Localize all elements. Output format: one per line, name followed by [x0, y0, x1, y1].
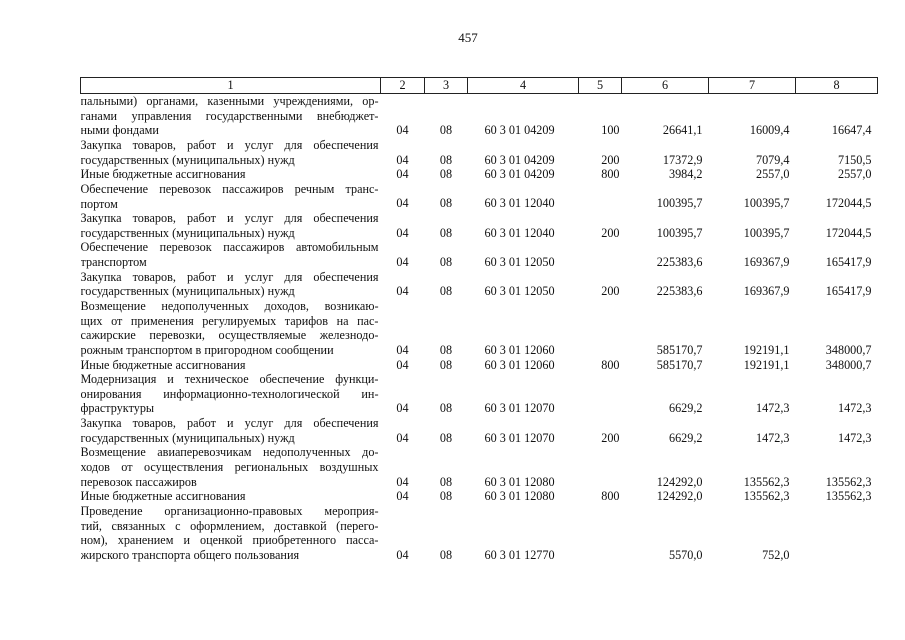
subsection-code: 08 — [439, 342, 453, 357]
row-description — [81, 299, 381, 358]
description-line: перевозок пассажиров — [80, 474, 197, 489]
description-line: фраструктуры — [80, 401, 155, 416]
amount-col-8: 165417,9 — [825, 284, 872, 299]
row-description — [81, 445, 381, 489]
header-col-8: 8 — [796, 78, 878, 94]
description-line: ными фондами — [80, 123, 159, 138]
amount-col-6: 124292,0 — [656, 474, 703, 489]
expense-type-code: 800 — [601, 489, 620, 504]
subsection-code: 08 — [439, 196, 453, 211]
expense-type-code — [579, 372, 622, 416]
amount-col-7: 1472,3 — [755, 401, 790, 416]
table-row — [81, 504, 878, 563]
subsection-code: 08 — [439, 430, 453, 445]
amount-col-8: 16647,4 — [831, 123, 872, 138]
description-line: Возмещение недополученных доходов, возникаю- — [80, 298, 379, 313]
amount-col-8: 348000,7 — [825, 357, 872, 372]
target-article-code: 60 3 01 12050 — [484, 284, 555, 299]
description-line: транспортом — [80, 255, 147, 270]
amount-col-6: 225383,6 — [656, 255, 703, 270]
table-row — [81, 167, 878, 182]
expense-type-code — [579, 445, 622, 489]
target-article-code: 60 3 01 12080 — [484, 474, 555, 489]
description-line: Закупка товаров, работ и услуг для обеспечения — [80, 137, 379, 152]
row-description — [81, 211, 381, 240]
target-article-code: 60 3 01 12060 — [484, 342, 555, 357]
amount-col-7: 100395,7 — [743, 225, 790, 240]
description-line: Иные бюджетные ассигнования — [80, 357, 246, 372]
expense-type-code — [579, 504, 622, 563]
amount-col-8: 1472,3 — [837, 430, 872, 445]
amount-col-8: 7150,5 — [837, 152, 872, 167]
amount-col-6: 6629,2 — [668, 401, 703, 416]
target-article-code: 60 3 01 04209 — [484, 123, 555, 138]
amount-col-8: 2557,0 — [837, 167, 872, 182]
subsection-code: 08 — [439, 474, 453, 489]
header-col-7: 7 — [709, 78, 796, 94]
description-line: Иные бюджетные ассигнования — [80, 167, 246, 182]
table-row — [81, 270, 878, 299]
section-code: 04 — [396, 225, 409, 240]
description-line: тий, связанных с оформлением, доставкой (перего- — [80, 518, 379, 533]
target-article-code: 60 3 01 12070 — [484, 401, 555, 416]
description-line: портом — [80, 196, 118, 211]
subsection-code: 08 — [439, 357, 453, 372]
header-col-3: 3 — [425, 78, 468, 94]
description-line: Модернизация и техническое обеспечение функци- — [80, 372, 379, 387]
target-article-code: 60 3 01 12060 — [484, 357, 555, 372]
target-article-code: 60 3 01 12040 — [484, 196, 555, 211]
subsection-code: 08 — [439, 255, 453, 270]
description-line: государственных (муниципальных) нужд — [80, 284, 295, 299]
subsection-code: 08 — [439, 489, 453, 504]
table-row — [81, 94, 878, 138]
target-article-code: 60 3 01 04209 — [484, 167, 555, 182]
amount-col-7: 135562,3 — [743, 474, 790, 489]
amount-col-6: 100395,7 — [656, 196, 703, 211]
expense-type-code: 200 — [601, 152, 620, 167]
expense-type-code: 200 — [601, 284, 620, 299]
amount-col-6: 100395,7 — [656, 225, 703, 240]
row-description — [81, 372, 381, 416]
header-col-2: 2 — [381, 78, 425, 94]
expense-type-code: 100 — [601, 123, 620, 138]
header-col-5: 5 — [579, 78, 622, 94]
row-description — [81, 489, 381, 504]
expense-type-code — [579, 299, 622, 358]
section-code: 04 — [396, 167, 409, 182]
amount-col-6: 6629,2 — [668, 430, 703, 445]
section-code: 04 — [396, 196, 409, 211]
description-line: государственных (муниципальных) нужд — [80, 152, 295, 167]
row-description — [81, 270, 381, 299]
section-code: 04 — [396, 547, 409, 562]
header-col-4: 4 — [468, 78, 579, 94]
description-line: жирского транспорта общего пользования — [80, 547, 300, 562]
target-article-code: 60 3 01 12040 — [484, 225, 555, 240]
section-code: 04 — [396, 342, 409, 357]
subsection-code: 08 — [439, 401, 453, 416]
expense-type-code — [579, 240, 622, 269]
description-line: Иные бюджетные ассигнования — [80, 489, 246, 504]
target-article-code: 60 3 01 12080 — [484, 489, 555, 504]
amount-col-7: 135562,3 — [743, 489, 790, 504]
subsection-code: 08 — [439, 547, 453, 562]
expense-type-code: 200 — [601, 430, 620, 445]
amount-col-6: 17372,9 — [662, 152, 703, 167]
amount-col-8: 135562,3 — [825, 474, 872, 489]
amount-col-6: 585170,7 — [656, 342, 703, 357]
description-line: ном), хранением и оценкой приобретенного пасса- — [80, 533, 379, 548]
description-line: государственных (муниципальных) нужд — [80, 225, 295, 240]
description-line: онирования информационно-технологической ин- — [80, 386, 379, 401]
table-row — [81, 182, 878, 211]
description-line: Закупка товаров, работ и услуг для обеспечения — [80, 269, 379, 284]
amount-col-8: 172044,5 — [825, 225, 872, 240]
section-code: 04 — [396, 474, 409, 489]
amount-col-8: 165417,9 — [825, 255, 872, 270]
row-description — [81, 358, 381, 373]
row-description — [81, 504, 381, 563]
amount-col-8: 1472,3 — [837, 401, 872, 416]
target-article-code: 60 3 01 12070 — [484, 430, 555, 445]
description-line: пальными) органами, казенными учреждениями, ор- — [80, 94, 379, 108]
row-description — [81, 167, 381, 182]
description-line: Обеспечение перевозок пассажиров речным транс- — [80, 181, 379, 196]
amount-col-7: 192191,1 — [743, 342, 790, 357]
table-row — [81, 358, 878, 373]
row-description — [81, 94, 381, 138]
expense-type-code — [579, 182, 622, 211]
amount-col-8: 135562,3 — [825, 489, 872, 504]
description-line: Закупка товаров, работ и услуг для обеспечения — [80, 416, 379, 431]
description-line: Закупка товаров, работ и услуг для обеспечения — [80, 211, 379, 226]
amount-col-7: 2557,0 — [755, 167, 790, 182]
row-description — [81, 182, 381, 211]
amount-col-8 — [796, 504, 878, 563]
table-row — [81, 240, 878, 269]
section-code: 04 — [396, 430, 409, 445]
amount-col-6: 5570,0 — [668, 547, 703, 562]
table-row — [81, 445, 878, 489]
description-line: Возмещение авиаперевозчикам недополученных до- — [80, 445, 379, 460]
table-row — [81, 138, 878, 167]
table-row — [81, 299, 878, 358]
amount-col-7: 100395,7 — [743, 196, 790, 211]
subsection-code: 08 — [439, 225, 453, 240]
table-row — [81, 211, 878, 240]
amount-col-7: 752,0 — [762, 547, 790, 562]
table-row — [81, 489, 878, 504]
description-line: ходов от осуществления региональных воздушных — [80, 460, 379, 475]
description-line: рожным транспортом в пригородном сообщении — [80, 342, 334, 357]
subsection-code: 08 — [439, 167, 453, 182]
subsection-code: 08 — [439, 152, 453, 167]
target-article-code: 60 3 01 04209 — [484, 152, 555, 167]
table-row — [81, 416, 878, 445]
expense-type-code: 800 — [601, 357, 620, 372]
amount-col-6: 585170,7 — [656, 357, 703, 372]
row-description — [81, 416, 381, 445]
section-code: 04 — [396, 401, 409, 416]
section-code: 04 — [396, 489, 409, 504]
description-line: Обеспечение перевозок пассажиров автомобильным — [80, 240, 379, 255]
row-description — [81, 138, 381, 167]
target-article-code: 60 3 01 12050 — [484, 255, 555, 270]
subsection-code: 08 — [439, 123, 453, 138]
section-code: 04 — [396, 357, 409, 372]
target-article-code: 60 3 01 12770 — [484, 547, 555, 562]
subsection-code: 08 — [439, 284, 453, 299]
header-col-1: 1 — [81, 78, 381, 94]
section-code: 04 — [396, 255, 409, 270]
description-line: Проведение организационно-правовых мероприя- — [80, 503, 379, 518]
amount-col-7: 169367,9 — [743, 255, 790, 270]
amount-col-7: 7079,4 — [755, 152, 790, 167]
amount-col-6: 26641,1 — [662, 123, 703, 138]
description-line: сажирские перевозки, осуществляемые железнодо- — [80, 328, 379, 343]
description-line: ганами управления государственными внебюджет- — [80, 108, 379, 123]
description-line: щих от применения регулируемых тарифов на пас- — [80, 313, 379, 328]
section-code: 04 — [396, 123, 409, 138]
budget-table — [80, 77, 878, 563]
table-body — [81, 94, 878, 563]
row-description — [81, 240, 381, 269]
amount-col-7: 16009,4 — [749, 123, 790, 138]
description-line: государственных (муниципальных) нужд — [80, 430, 295, 445]
expense-type-code: 800 — [601, 167, 620, 182]
amount-col-6: 3984,2 — [668, 167, 703, 182]
amount-col-7: 1472,3 — [755, 430, 790, 445]
table-row — [81, 372, 878, 416]
section-code: 04 — [396, 284, 409, 299]
header-row — [81, 78, 878, 94]
expense-type-code: 200 — [601, 225, 620, 240]
amount-col-8: 348000,7 — [825, 342, 872, 357]
amount-col-8: 172044,5 — [825, 196, 872, 211]
header-col-6: 6 — [622, 78, 709, 94]
amount-col-6: 225383,6 — [656, 284, 703, 299]
section-code: 04 — [396, 152, 409, 167]
amount-col-7: 192191,1 — [743, 357, 790, 372]
amount-col-6: 124292,0 — [656, 489, 703, 504]
amount-col-7: 169367,9 — [743, 284, 790, 299]
page-number: 457 — [458, 30, 478, 45]
